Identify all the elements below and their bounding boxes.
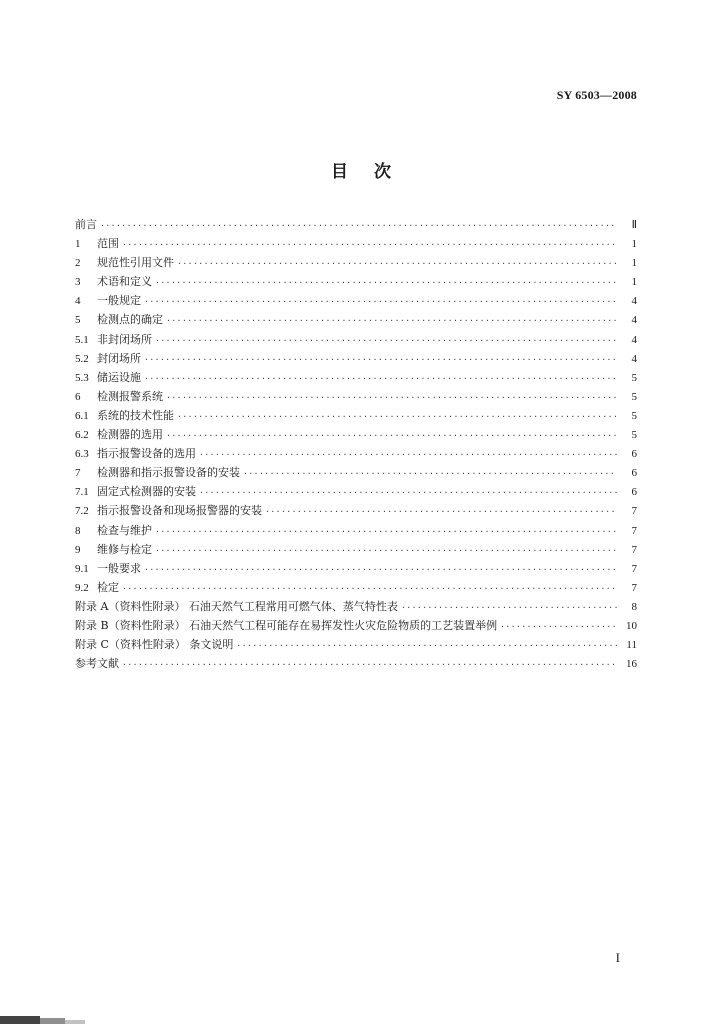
toc-entry[interactable] — [75, 215, 637, 234]
toc-entry-page: 10 — [626, 619, 637, 632]
toc-entry-number: 5.1 — [75, 333, 89, 346]
toc-entry[interactable] — [75, 635, 637, 654]
toc-entry-page: 7 — [631, 581, 637, 594]
toc-entry-number: 5.3 — [75, 371, 89, 384]
toc-entry-title: 固定式检测器的安装 — [97, 485, 196, 499]
toc-entry-number: 5.2 — [75, 352, 89, 365]
toc-entry-page: Ⅱ — [631, 219, 637, 231]
dot-leader — [144, 292, 617, 311]
toc-entry-page: 4 — [631, 314, 637, 327]
toc-entry[interactable] — [75, 463, 637, 482]
toc-entry[interactable] — [75, 387, 637, 406]
toc-entry-number: 1 — [75, 238, 81, 251]
dot-leader — [144, 369, 617, 388]
toc-entry-title: 检测报警系统 — [97, 389, 163, 403]
dot-leader — [144, 560, 617, 579]
toc-entry[interactable] — [75, 272, 637, 291]
toc-entry-page: 7 — [631, 562, 637, 575]
toc-entry-title: 检查与维护 — [97, 523, 152, 537]
toc-entry-number: 9 — [75, 543, 81, 556]
toc-heading-char-2: 次 — [374, 162, 391, 182]
toc-entry-number: 7 — [75, 467, 81, 480]
dot-leader — [155, 522, 617, 541]
dot-leader — [236, 636, 617, 655]
toc-entry-title: 系统的技术性能 — [97, 408, 174, 422]
toc-entry-page: 6 — [631, 467, 637, 480]
dot-leader — [177, 254, 617, 273]
toc-entry-title: 非封闭场所 — [97, 332, 152, 346]
dot-leader — [265, 502, 617, 521]
toc-entry-page: 1 — [631, 238, 637, 251]
toc-entry-page: 5 — [631, 409, 637, 422]
dot-leader — [166, 426, 617, 445]
toc-entry-title: 附录 B（资料性附录） 石油天然气工程可能存在易挥发性火灾危险物质的工艺装置举例 — [75, 618, 498, 632]
toc-entry-page: 16 — [626, 658, 637, 671]
toc-entry[interactable] — [75, 654, 637, 673]
toc-entry-title: 维修与检定 — [97, 542, 152, 556]
toc-entry-page: 1 — [631, 276, 637, 289]
page-folio: I — [615, 950, 620, 965]
toc-entry-page: 7 — [631, 505, 637, 518]
toc-entry[interactable] — [75, 578, 637, 597]
toc-entry-number: 6 — [75, 390, 81, 403]
toc-entry-title: 参考文献 — [75, 657, 119, 671]
toc-entry-number: 4 — [75, 295, 81, 308]
toc-entry-number: 7.1 — [75, 486, 89, 499]
toc-entry-page: 7 — [631, 524, 637, 537]
toc-entry-number: 3 — [75, 276, 81, 289]
dot-leader — [199, 483, 617, 502]
toc-entry-title: 检测点的确定 — [97, 313, 163, 327]
dot-leader — [100, 216, 617, 235]
toc-entry[interactable] — [75, 349, 637, 368]
dot-leader — [177, 407, 617, 426]
toc-entry-number: 2 — [75, 257, 81, 270]
toc-entry-page: 5 — [631, 390, 637, 403]
toc-entry-title: 附录 C（资料性附录） 条文说明 — [75, 638, 234, 652]
toc-entry-page: 7 — [631, 543, 637, 556]
dot-leader — [144, 350, 617, 369]
dot-leader — [500, 617, 617, 636]
toc-entry-title: 储运设施 — [97, 370, 141, 384]
dot-leader — [155, 273, 617, 292]
toc-entry-page: 4 — [631, 352, 637, 365]
dot-leader — [122, 579, 617, 598]
toc-entry-title: 一般要求 — [97, 561, 141, 575]
toc-entry-title: 一般规定 — [97, 294, 141, 308]
toc-entry-title: 指示报警设备的选用 — [97, 447, 196, 461]
toc-entry[interactable] — [75, 616, 637, 635]
toc-entry[interactable] — [75, 597, 637, 616]
dot-leader — [122, 235, 617, 254]
toc-entry-number: 6.2 — [75, 429, 89, 442]
standard-number: SY 6503—2008 — [556, 88, 637, 102]
toc-entry[interactable] — [75, 310, 637, 329]
toc-entry-title: 检测器和指示报警设备的安装 — [97, 466, 240, 480]
toc-entry-number: 6.1 — [75, 409, 89, 422]
dot-leader — [166, 388, 617, 407]
toc-entry-title: 指示报警设备和现场报警器的安装 — [97, 504, 262, 518]
toc-entry[interactable] — [75, 330, 637, 349]
toc-entry-page: 1 — [631, 257, 637, 270]
dot-leader — [155, 331, 617, 350]
toc-entry[interactable] — [75, 253, 637, 272]
toc-entry-title: 检定 — [97, 580, 119, 594]
toc-entry-title: 封闭场所 — [97, 351, 141, 365]
dot-leader — [243, 464, 617, 483]
toc-entry-number: 7.2 — [75, 505, 89, 518]
toc-entry[interactable] — [75, 482, 637, 501]
toc-entry-title: 术语和定义 — [97, 275, 152, 289]
toc-entry-number: 5 — [75, 314, 81, 327]
toc-heading — [0, 157, 722, 182]
toc-entry[interactable] — [75, 425, 637, 444]
toc-entry[interactable] — [75, 540, 637, 559]
toc-entry-number: 9.2 — [75, 581, 89, 594]
toc-entry[interactable] — [75, 406, 637, 425]
toc-entry-title: 范围 — [97, 237, 119, 251]
toc-entry[interactable] — [75, 291, 637, 310]
toc-entry[interactable] — [75, 444, 637, 463]
toc-list — [75, 215, 637, 673]
toc-entry-number: 8 — [75, 524, 81, 537]
toc-entry-number: 9.1 — [75, 562, 89, 575]
toc-entry[interactable] — [75, 501, 637, 520]
dot-leader — [401, 598, 617, 617]
toc-entry-page: 5 — [631, 429, 637, 442]
dot-leader — [166, 311, 617, 330]
toc-entry-page: 5 — [631, 371, 637, 384]
toc-entry-title: 规范性引用文件 — [97, 256, 174, 270]
toc-entry-page: 8 — [631, 600, 637, 613]
dot-leader — [122, 655, 617, 674]
toc-entry-page: 6 — [631, 448, 637, 461]
toc-entry[interactable] — [75, 521, 637, 540]
toc-entry-page: 4 — [631, 295, 637, 308]
toc-entry-title: 附录 A（资料性附录） 石油天然气工程常用可燃气体、蒸气特性表 — [75, 599, 398, 613]
toc-heading-char-1: 目 — [331, 162, 348, 182]
toc-entry-page: 4 — [631, 333, 637, 346]
dot-leader — [155, 541, 617, 560]
toc-entry[interactable] — [75, 368, 637, 387]
toc-entry-title: 前言 — [75, 218, 97, 231]
toc-entry-page: 11 — [626, 639, 637, 652]
toc-entry[interactable] — [75, 234, 637, 253]
toc-entry-number: 6.3 — [75, 448, 89, 461]
dot-leader — [199, 445, 617, 464]
toc-entry-title: 检测器的选用 — [97, 428, 163, 442]
scan-artifact — [0, 1004, 96, 1024]
toc-entry[interactable] — [75, 559, 637, 578]
toc-entry-page: 6 — [631, 486, 637, 499]
